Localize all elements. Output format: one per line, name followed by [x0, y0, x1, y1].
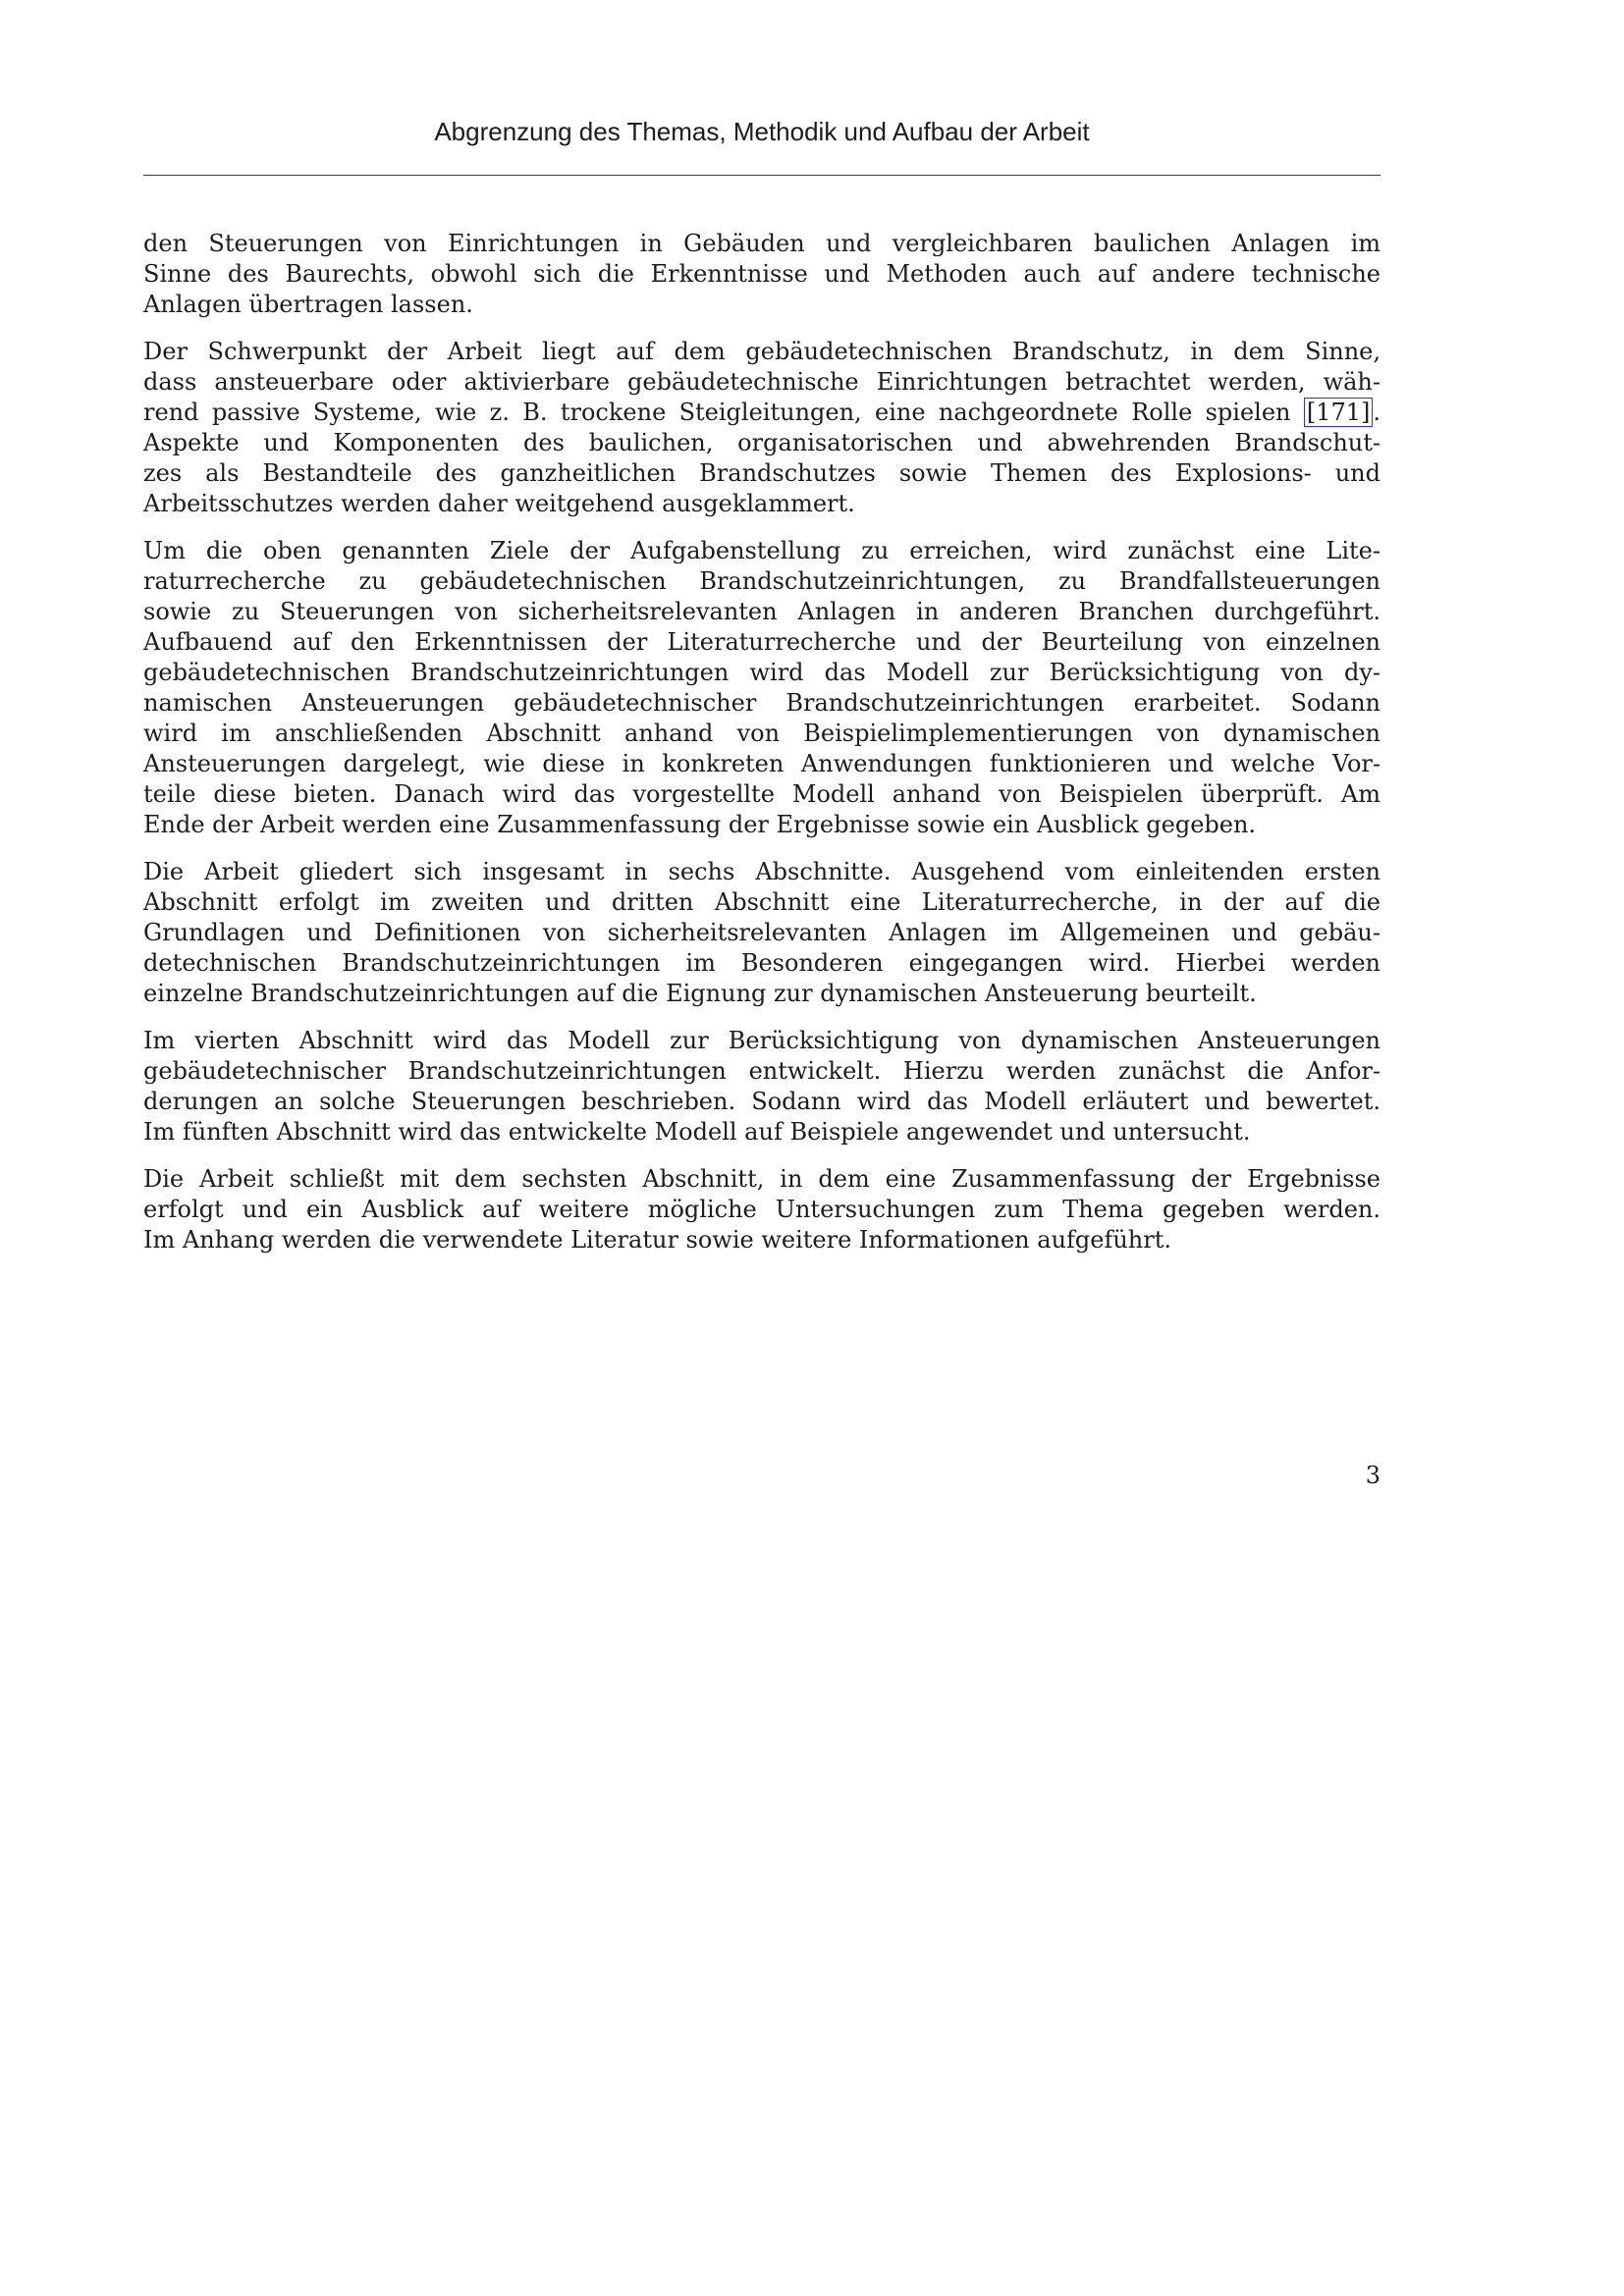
- text-line: Aufbauend auf den Erkenntnissen der Literaturrecherche und der Beurteilung von einzelnen: [143, 628, 1380, 656]
- text-line: einzelne Brandschutzeinrichtungen auf die Eignung zur dynamischen Ansteuerung beurteilt.: [143, 980, 1257, 1007]
- header-rule: [143, 175, 1380, 176]
- text-line: namischen Ansteuerungen gebäudetechnischer Brandschutzeinrichtungen erarbeitet. Sodann: [143, 689, 1380, 717]
- text-line: Arbeitsschutzes werden daher weitgehend ausgeklammert.: [143, 490, 855, 517]
- text-line: Im Anhang werden die verwendete Literatur sowie weitere Informationen aufgeführt.: [143, 1226, 1172, 1254]
- text-line: Die Arbeit schließt mit dem sechsten Abschnitt, in dem eine Zusammenfassung der Ergebnisse: [143, 1165, 1380, 1193]
- paragraph: [143, 337, 1380, 519]
- citation-link[interactable]: [171]: [1304, 398, 1374, 427]
- text-line: wird im anschließenden Abschnitt anhand von Beispielimplementierungen von dynamischen: [143, 720, 1380, 747]
- text-line: raturrecherche zu gebäudetechnischen Brandschutzeinrichtungen, zu Brandfallsteuerungen: [143, 567, 1380, 595]
- paragraph: [143, 229, 1380, 320]
- running-head: Abgrenzung des Themas, Methodik und Aufbau der Arbeit: [434, 117, 1090, 146]
- text-line: Im fünften Abschnitt wird das entwickelte Modell auf Beispiele angewendet und untersucht.: [143, 1118, 1251, 1146]
- text-line: gebäudetechnischen Brandschutzeinrichtungen wird das Modell zur Berücksichtigung von dy-: [143, 659, 1380, 686]
- text-line: zes als Bestandteile des ganzheitlichen Brandschutzes sowie Themen des Explosions- und: [143, 459, 1380, 487]
- text-line: derungen an solche Steuerungen beschrieben. Sodann wird das Modell erläutert und bewertet.: [143, 1088, 1380, 1115]
- text-line: Anlagen übertragen lassen.: [143, 291, 473, 318]
- paragraph: [143, 536, 1380, 840]
- text-line: den Steuerungen von Einrichtungen in Gebäuden und vergleichbaren baulichen Anlagen im: [143, 230, 1380, 257]
- paragraph: [143, 1164, 1380, 1255]
- paragraph: [143, 857, 1380, 1009]
- text-line: detechnischen Brandschutzeinrichtungen im Besonderen eingegangen wird. Hierbei werden: [143, 949, 1380, 977]
- text-line: Grundlagen und Definitionen von sicherheitsrelevanten Anlagen im Allgemeinen und gebäu-: [143, 919, 1380, 946]
- text-span: rend passive Systeme, wie z. B. trockene Steigleitungen, eine nachgeordnete Rolle spielen: [143, 399, 1304, 426]
- text-line: erfolgt und ein Ausblick auf weitere mögliche Untersuchungen zum Thema gegeben werden.: [143, 1196, 1380, 1223]
- text-line: Um die oben genannten Ziele der Aufgabenstellung zu erreichen, wird zunächst eine Lite-: [143, 537, 1380, 564]
- paragraph: [143, 1026, 1380, 1148]
- text-line: teile diese bieten. Danach wird das vorgestellte Modell anhand von Beispielen überprüft. Am: [143, 780, 1380, 808]
- text-line: Der Schwerpunkt der Arbeit liegt auf dem gebäudetechnischen Brandschutz, in dem Sinne,: [143, 338, 1380, 365]
- text-line: sowie zu Steuerungen von sicherheitsrelevanten Anlagen in anderen Branchen durchgeführt.: [143, 598, 1380, 625]
- page-footer: [143, 1461, 1380, 1491]
- text-span: .: [1373, 399, 1380, 426]
- text-line: Ende der Arbeit werden eine Zusammenfassung der Ergebnisse sowie ein Ausblick gegeben.: [143, 811, 1257, 838]
- page-body: [143, 229, 1380, 1272]
- text-line: Sinne des Baurechts, obwohl sich die Erkenntnisse und Methoden auch auf andere technische: [143, 260, 1380, 288]
- text-line: [143, 398, 1380, 428]
- text-line: gebäudetechnischer Brandschutzeinrichtungen entwickelt. Hierzu werden zunächst die Anfor-: [143, 1057, 1380, 1085]
- text-line: Abschnitt erfolgt im zweiten und dritten Abschnitt eine Literaturrecherche, in der auf die: [143, 888, 1380, 916]
- text-line: dass ansteuerbare oder aktivierbare gebäudetechnische Einrichtungen betrachtet werden, wäh-: [143, 368, 1380, 396]
- text-line: Die Arbeit gliedert sich insgesamt in sechs Abschnitte. Ausgehend vom einleitenden ersten: [143, 858, 1380, 885]
- text-line: Im vierten Abschnitt wird das Modell zur Berücksichtigung von dynamischen Ansteuerungen: [143, 1027, 1380, 1054]
- page-number: 3: [1365, 1462, 1380, 1489]
- text-line: Ansteuerungen dargelegt, wie diese in konkreten Anwendungen funktionieren und welche Vor-: [143, 750, 1380, 777]
- text-line: Aspekte und Komponenten des baulichen, organisatorischen und abwehrenden Brandschut-: [143, 429, 1380, 456]
